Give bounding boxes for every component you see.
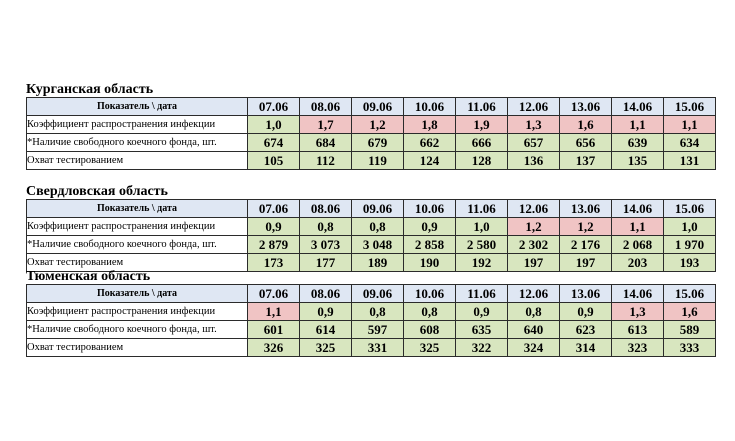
value-cell: 1,2 (508, 218, 560, 236)
date-header-cell: 07.06 (248, 200, 300, 218)
testing-coverage-row (27, 339, 716, 357)
header-label-cell: Показатель \ дата (27, 200, 248, 218)
value-cell: 639 (612, 134, 664, 152)
date-header-cell: 08.06 (300, 200, 352, 218)
date-header-cell: 09.06 (352, 98, 404, 116)
value-cell: 1,1 (612, 218, 664, 236)
value-cell: 124 (404, 152, 456, 170)
indicator-table (26, 199, 716, 272)
value-cell: 324 (508, 339, 560, 357)
region-title: Курганская область (26, 82, 154, 97)
date-header-cell: 07.06 (248, 98, 300, 116)
value-cell: 1,1 (664, 116, 716, 134)
value-cell: 614 (300, 321, 352, 339)
table-header-row (27, 98, 716, 116)
value-cell: 197 (560, 254, 612, 272)
value-cell: 2 580 (456, 236, 508, 254)
value-cell: 2 879 (248, 236, 300, 254)
value-cell: 679 (352, 134, 404, 152)
value-cell: 684 (300, 134, 352, 152)
value-cell: 0,8 (352, 303, 404, 321)
value-cell: 1,7 (300, 116, 352, 134)
row-label-cell: *Наличие свободного коечного фонда, шт. (27, 134, 248, 152)
value-cell: 597 (352, 321, 404, 339)
indicator-table (26, 284, 716, 357)
testing-coverage-row (27, 152, 716, 170)
value-cell: 136 (508, 152, 560, 170)
header-label-cell: Показатель \ дата (27, 98, 248, 116)
value-cell: 1,0 (664, 218, 716, 236)
date-header-cell: 15.06 (664, 285, 716, 303)
value-cell: 640 (508, 321, 560, 339)
value-cell: 2 068 (612, 236, 664, 254)
header-label-cell: Показатель \ дата (27, 285, 248, 303)
value-cell: 135 (612, 152, 664, 170)
date-header-cell: 12.06 (508, 200, 560, 218)
value-cell: 323 (612, 339, 664, 357)
value-cell: 105 (248, 152, 300, 170)
row-label-cell: Коэффициент распространения инфекции (27, 303, 248, 321)
value-cell: 190 (404, 254, 456, 272)
value-cell: 193 (664, 254, 716, 272)
value-cell: 137 (560, 152, 612, 170)
value-cell: 119 (352, 152, 404, 170)
row-label-cell: Охват тестированием (27, 152, 248, 170)
date-header-cell: 08.06 (300, 98, 352, 116)
value-cell: 2 858 (404, 236, 456, 254)
value-cell: 1,6 (560, 116, 612, 134)
infection-rate-row (27, 303, 716, 321)
value-cell: 0,9 (300, 303, 352, 321)
date-header-cell: 14.06 (612, 285, 664, 303)
value-cell: 1,0 (456, 218, 508, 236)
table-header-row (27, 285, 716, 303)
value-cell: 189 (352, 254, 404, 272)
value-cell: 1,1 (612, 116, 664, 134)
value-cell: 1,2 (560, 218, 612, 236)
value-cell: 128 (456, 152, 508, 170)
value-cell: 326 (248, 339, 300, 357)
date-header-cell: 12.06 (508, 285, 560, 303)
value-cell: 623 (560, 321, 612, 339)
value-cell: 1,6 (664, 303, 716, 321)
value-cell: 635 (456, 321, 508, 339)
value-cell: 1,9 (456, 116, 508, 134)
date-header-cell: 10.06 (404, 98, 456, 116)
value-cell: 2 176 (560, 236, 612, 254)
value-cell: 589 (664, 321, 716, 339)
row-label-cell: Охват тестированием (27, 254, 248, 272)
row-label-cell: Коэффициент распространения инфекции (27, 218, 248, 236)
date-header-cell: 14.06 (612, 98, 664, 116)
value-cell: 0,9 (560, 303, 612, 321)
value-cell: 0,8 (300, 218, 352, 236)
region-section-kurgan (26, 82, 716, 170)
date-header-cell: 10.06 (404, 200, 456, 218)
value-cell: 1,8 (404, 116, 456, 134)
row-label-cell: Коэффициент распространения инфекции (27, 116, 248, 134)
value-cell: 173 (248, 254, 300, 272)
value-cell: 0,8 (404, 303, 456, 321)
date-header-cell: 11.06 (456, 200, 508, 218)
date-header-cell: 15.06 (664, 200, 716, 218)
value-cell: 1,2 (352, 116, 404, 134)
free-beds-row (27, 321, 716, 339)
value-cell: 1,3 (508, 116, 560, 134)
value-cell: 2 302 (508, 236, 560, 254)
infection-rate-row (27, 116, 716, 134)
value-cell: 662 (404, 134, 456, 152)
value-cell: 613 (612, 321, 664, 339)
free-beds-row (27, 236, 716, 254)
value-cell: 197 (508, 254, 560, 272)
date-header-cell: 12.06 (508, 98, 560, 116)
value-cell: 322 (456, 339, 508, 357)
row-label-cell: *Наличие свободного коечного фонда, шт. (27, 236, 248, 254)
value-cell: 1 970 (664, 236, 716, 254)
region-section-tyumen (26, 269, 716, 357)
value-cell: 131 (664, 152, 716, 170)
value-cell: 203 (612, 254, 664, 272)
value-cell: 0,9 (456, 303, 508, 321)
value-cell: 331 (352, 339, 404, 357)
value-cell: 657 (508, 134, 560, 152)
value-cell: 333 (664, 339, 716, 357)
value-cell: 608 (404, 321, 456, 339)
date-header-cell: 08.06 (300, 285, 352, 303)
date-header-cell: 07.06 (248, 285, 300, 303)
row-label-cell: *Наличие свободного коечного фонда, шт. (27, 321, 248, 339)
value-cell: 192 (456, 254, 508, 272)
infection-rate-row (27, 218, 716, 236)
value-cell: 1,3 (612, 303, 664, 321)
date-header-cell: 14.06 (612, 200, 664, 218)
region-title: Свердловская область (26, 184, 168, 199)
date-header-cell: 13.06 (560, 98, 612, 116)
row-label-cell: Охват тестированием (27, 339, 248, 357)
value-cell: 656 (560, 134, 612, 152)
date-header-cell: 09.06 (352, 285, 404, 303)
date-header-cell: 13.06 (560, 285, 612, 303)
region-title: Тюменская область (26, 269, 151, 284)
value-cell: 325 (404, 339, 456, 357)
value-cell: 1,0 (248, 116, 300, 134)
value-cell: 666 (456, 134, 508, 152)
value-cell: 0,9 (404, 218, 456, 236)
date-header-cell: 09.06 (352, 200, 404, 218)
date-header-cell: 11.06 (456, 98, 508, 116)
value-cell: 3 048 (352, 236, 404, 254)
value-cell: 674 (248, 134, 300, 152)
value-cell: 634 (664, 134, 716, 152)
value-cell: 112 (300, 152, 352, 170)
value-cell: 0,8 (352, 218, 404, 236)
value-cell: 3 073 (300, 236, 352, 254)
value-cell: 325 (300, 339, 352, 357)
indicator-table (26, 97, 716, 170)
table-header-row (27, 200, 716, 218)
value-cell: 1,1 (248, 303, 300, 321)
value-cell: 314 (560, 339, 612, 357)
region-section-sverdlovsk (26, 184, 716, 272)
date-header-cell: 11.06 (456, 285, 508, 303)
value-cell: 601 (248, 321, 300, 339)
date-header-cell: 13.06 (560, 200, 612, 218)
value-cell: 0,9 (248, 218, 300, 236)
value-cell: 177 (300, 254, 352, 272)
free-beds-row (27, 134, 716, 152)
value-cell: 0,8 (508, 303, 560, 321)
date-header-cell: 15.06 (664, 98, 716, 116)
date-header-cell: 10.06 (404, 285, 456, 303)
